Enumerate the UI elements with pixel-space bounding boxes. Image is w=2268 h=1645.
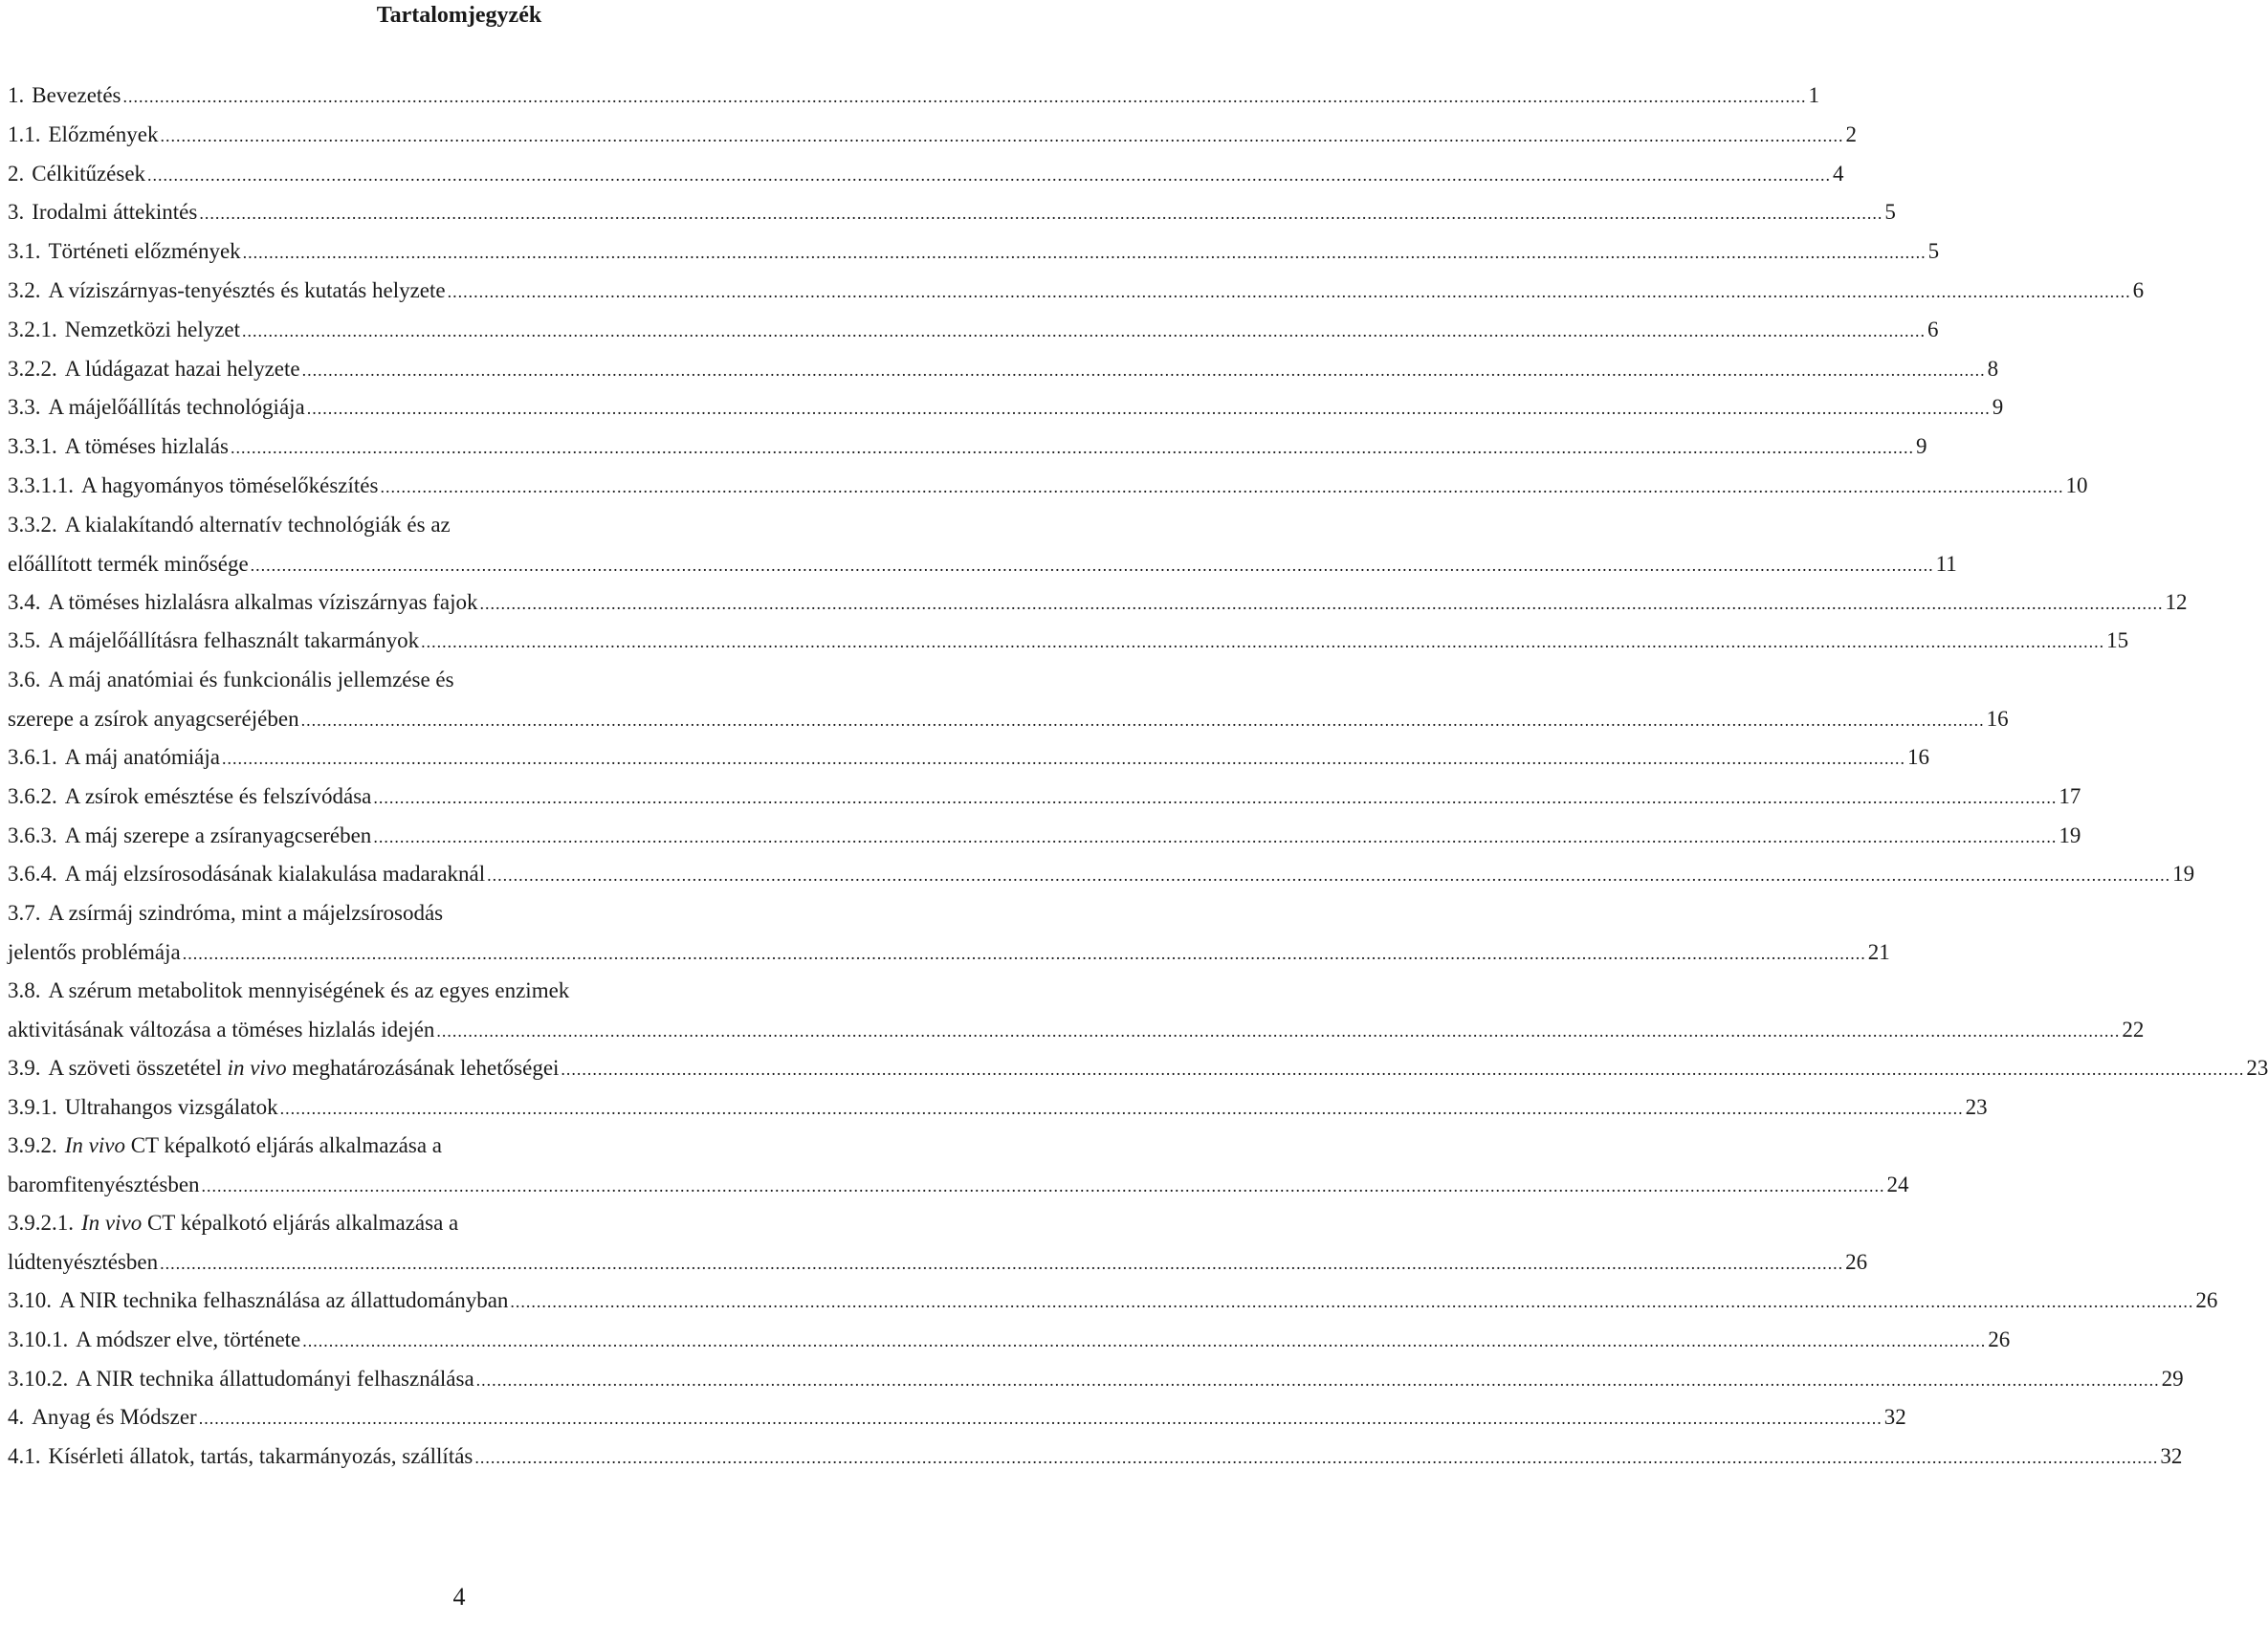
toc-entry-page: 26 [1845, 1249, 1868, 1274]
toc-entry [8, 738, 1929, 778]
toc-entry-label: A máj anatómiája [64, 744, 220, 769]
toc-entry-number: 3.9.1. [8, 1094, 57, 1119]
toc-entry-label: A májelőállításra felhasznált takarmányok [48, 628, 420, 653]
toc-entry-number: 3.6.3. [8, 822, 57, 847]
toc-entry [8, 1127, 923, 1166]
toc-entry [8, 155, 1844, 194]
toc-entry-label: Irodalmi áttekintés [32, 200, 198, 225]
toc-entry-number: 3.3.1. [8, 434, 57, 459]
toc-entry [8, 272, 2145, 311]
toc-dot-leader [448, 273, 2131, 312]
toc-entry-label: A víziszárnyas-tenyésztés és kutatás helyzete [48, 277, 446, 302]
toc-entry-number: 1. [8, 83, 25, 107]
toc-entry-label: A NIR technika felhasználása az állattudományban [59, 1287, 509, 1312]
toc-dot-leader [307, 389, 1991, 428]
toc-entry-label: aktivitásának változása a töméses hizlalás idején [8, 1017, 435, 1042]
toc-entry-page: 1 [1808, 83, 1819, 107]
toc-entry-label: Anyag és Módszer [32, 1405, 197, 1430]
toc-entry-page: 19 [2172, 862, 2195, 887]
toc-entry [8, 232, 1940, 272]
toc-entry-page: 9 [1915, 434, 1927, 459]
italic-term: In vivo [81, 1211, 143, 1236]
toc-entry-page: 9 [1992, 395, 2004, 420]
toc-dot-leader [231, 428, 1914, 468]
toc-entry-label: A kialakítandó alternatív technológiák és az [64, 512, 451, 537]
toc-entry-page: 19 [2059, 822, 2081, 847]
toc-entry-number: 4.1. [8, 1444, 41, 1469]
toc-dot-leader [421, 623, 2104, 662]
toc-entry [8, 778, 2081, 817]
toc-dot-leader [243, 233, 1927, 273]
toc-entry [8, 1321, 2011, 1360]
toc-entry-page: 5 [1884, 200, 1896, 225]
toc-dot-leader [373, 779, 2057, 818]
toc-entry-label: A lúdágazat hazai helyzete [64, 356, 300, 381]
toc-dot-leader [147, 156, 1831, 195]
toc-entry [8, 77, 1819, 116]
toc-entry-number: 3.1. [8, 239, 41, 264]
toc-entry [8, 622, 2129, 661]
toc-entry [8, 1282, 2218, 1321]
toc-entry-label: A májelőállítás technológiája [48, 395, 305, 420]
toc-entry [8, 855, 2195, 894]
toc-entry [8, 1360, 2184, 1399]
toc-entry [8, 1204, 923, 1243]
toc-entry-number: 3.4. [8, 589, 41, 614]
document-title: Tartalomjegyzék [376, 3, 542, 28]
toc-entry-label: Előzmények [48, 121, 159, 146]
toc-entry [8, 193, 1896, 232]
toc-dot-leader [380, 468, 2063, 507]
toc-entry-label: A töméses hizlalásra alkalmas víziszárnyas fajok [48, 589, 478, 614]
toc-entry-label: Célkitűzések [32, 161, 146, 186]
italic-term: In vivo [64, 1133, 125, 1158]
toc-dot-leader [302, 351, 1986, 390]
toc-entry-number: 3.2.1. [8, 317, 57, 341]
toc-entry-page: 26 [2195, 1287, 2218, 1312]
toc-entry-page: 32 [2160, 1444, 2183, 1469]
toc-entry-label: előállított termék minősége [8, 551, 249, 576]
toc-entry [8, 1088, 1988, 1128]
toc-dot-leader [280, 1089, 1964, 1129]
toc-entry-number: 3.10.2. [8, 1366, 69, 1391]
toc-entry-number: 3.6.4. [8, 862, 57, 887]
toc-entry [8, 661, 923, 700]
toc-entry-label: Nemzetközi helyzet [64, 317, 241, 341]
toc-dot-leader [183, 934, 1866, 973]
toc-dot-leader [199, 1399, 1883, 1438]
toc-dot-leader [436, 1012, 2120, 1050]
toc-dot-leader [510, 1283, 2193, 1322]
toc-entry-label: A szöveti összetétel in vivo meghatározásának lehetőségei [48, 1055, 560, 1080]
toc-entry-number: 3.10. [8, 1287, 52, 1312]
toc-entry [8, 467, 2088, 506]
page-number: 4 [452, 1583, 466, 1611]
toc-entry [8, 933, 1890, 972]
toc-entry-label: A máj elzsírosodásának kialakulása madaraknál [64, 862, 486, 887]
toc-dot-leader [476, 1361, 2160, 1400]
toc-entry [8, 583, 2188, 623]
toc-entry [8, 1243, 1868, 1282]
toc-entry-page: 5 [1927, 239, 1940, 264]
toc-entry-number: 3.9. [8, 1055, 41, 1080]
toc-entry-number: 3.2. [8, 277, 41, 302]
toc-entry-label: A máj anatómiai és funkcionális jellemzése és [48, 668, 454, 692]
italic-term: in vivo [227, 1055, 287, 1080]
toc-entry-number: 3.5. [8, 628, 41, 653]
toc-entry-number: 3.3.1.1. [8, 472, 74, 497]
toc-entry [8, 388, 2004, 428]
toc-entry-page: 16 [1986, 706, 2009, 731]
toc-entry-page: 2 [1845, 121, 1857, 146]
toc-entry-number: 3.7. [8, 901, 41, 926]
toc-entry [8, 350, 1999, 389]
toc-entry-number: 3.9.2. [8, 1133, 57, 1158]
toc-entry-page: 4 [1833, 161, 1844, 186]
toc-entry-label: Bevezetés [32, 83, 121, 107]
toc-entry-label: lúdtenyésztésben [8, 1249, 159, 1274]
toc-entry-label: A máj szerepe a zsíranyagcserében [64, 822, 372, 847]
toc-entry-label: Kísérleti állatok, tartás, takarmányozás, szállítás [48, 1444, 473, 1469]
toc-entry-page: 22 [2122, 1017, 2145, 1042]
toc-entry [8, 116, 1857, 155]
toc-entry-page: 23 [2246, 1055, 2268, 1080]
toc-entry-number: 3.3.2. [8, 512, 57, 537]
toc-entry-label: szerepe a zsírok anyagcseréjében [8, 706, 299, 731]
toc-dot-leader [302, 1322, 1986, 1361]
toc-entry [8, 1437, 2183, 1477]
toc-entry [8, 311, 1939, 350]
toc-entry-number: 4. [8, 1405, 25, 1430]
toc-entry [8, 972, 923, 1011]
toc-entry-page: 32 [1883, 1405, 1906, 1430]
toc-entry-page: 15 [2106, 628, 2129, 653]
toc-entry [8, 1398, 1906, 1437]
toc-dot-leader [199, 194, 1883, 233]
toc-entry-number: 3.8. [8, 977, 41, 1002]
toc-entry-page: 29 [2161, 1366, 2184, 1391]
toc-entry-label: A töméses hizlalás [64, 434, 229, 459]
toc-entry-number: 3.6.1. [8, 744, 57, 769]
toc-entry-page: 24 [1886, 1173, 1909, 1197]
toc-entry-number: 3.6.2. [8, 783, 57, 808]
toc-entry-page: 21 [1867, 939, 1890, 964]
toc-entry-number: 1.1. [8, 121, 41, 146]
toc-dot-leader [160, 117, 1843, 156]
toc-dot-leader [487, 856, 2170, 895]
toc-dot-leader [242, 312, 1926, 351]
toc-entry-page: 17 [2059, 783, 2081, 808]
toc-entry-label: In vivo CT képalkotó eljárás alkalmazása a [81, 1211, 459, 1236]
toc-entry [8, 894, 923, 933]
toc-entry [8, 506, 923, 545]
toc-entry [8, 545, 1957, 583]
toc-entry [8, 700, 2009, 738]
toc-entry-number: 3. [8, 200, 25, 225]
toc-dot-leader [301, 701, 1985, 739]
toc-entry-number: 3.3. [8, 395, 41, 420]
toc-entry-number: 3.2.2. [8, 356, 57, 381]
toc-entry-page: 6 [1927, 317, 1939, 341]
table-of-contents [8, 77, 2268, 1477]
toc-dot-leader [373, 818, 2057, 857]
toc-entry-number: 3.6. [8, 668, 41, 692]
toc-entry-page: 23 [1965, 1094, 1988, 1119]
toc-entry-page: 16 [1906, 744, 1929, 769]
toc-dot-leader [222, 739, 1905, 779]
toc-dot-leader [122, 77, 1806, 117]
toc-dot-leader [474, 1438, 2158, 1478]
toc-entry-label: baromfitenyésztésben [8, 1173, 200, 1197]
toc-entry-label: A hagyományos töméselőkészítés [81, 472, 379, 497]
toc-entry-label: Történeti előzmények [48, 239, 241, 264]
toc-entry-label: A módszer elve, története [76, 1327, 301, 1351]
toc-entry-label: In vivo CT képalkotó eljárás alkalmazása a [64, 1133, 442, 1158]
toc-entry-number: 3.9.2.1. [8, 1211, 74, 1236]
toc-entry-page: 11 [1935, 551, 1957, 576]
toc-entry-label: jelentős problémája [8, 939, 181, 964]
toc-entry-page: 10 [2065, 472, 2088, 497]
toc-entry-label: Ultrahangos vizsgálatok [64, 1094, 278, 1119]
toc-entry [8, 1166, 1909, 1204]
toc-dot-leader [251, 546, 1934, 584]
toc-entry-label: A zsírmáj szindróma, mint a májelzsírosodás [48, 901, 444, 926]
toc-dot-leader [202, 1167, 1885, 1205]
toc-dot-leader [561, 1050, 2244, 1089]
toc-entry-number: 2. [8, 161, 25, 186]
toc-entry [8, 428, 1927, 467]
toc-entry-number: 3.10.1. [8, 1327, 69, 1351]
toc-entry-label: A szérum metabolitok mennyiségének és az egyes enzimek [48, 977, 570, 1002]
toc-entry [8, 1011, 2145, 1049]
toc-entry-label: A NIR technika állattudományi felhasználása [76, 1366, 474, 1391]
toc-entry-label: A zsírok emésztése és felszívódása [64, 783, 372, 808]
toc-entry-page: 6 [2132, 277, 2145, 302]
toc-entry-page: 12 [2165, 589, 2188, 614]
toc-dot-leader [160, 1244, 1843, 1283]
toc-entry [8, 817, 2081, 856]
toc-entry-page: 26 [1988, 1327, 2011, 1351]
toc-dot-leader [479, 584, 2163, 624]
toc-entry-page: 8 [1987, 356, 1999, 381]
toc-entry [8, 1049, 2268, 1088]
